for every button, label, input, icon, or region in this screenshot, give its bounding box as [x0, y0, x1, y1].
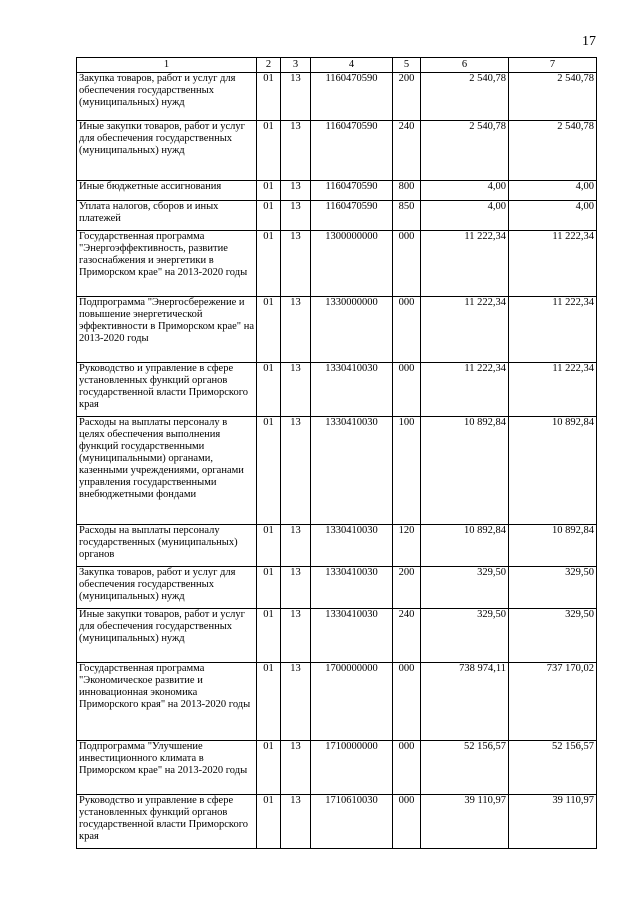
row-subsection-cell: 13	[281, 201, 311, 231]
row-target-article-cell: 1330410030	[311, 567, 393, 609]
row-name-cell: Государственная программа "Экономическое развитие и инновационная экономика Приморского края" на 2013-2020 годы	[77, 663, 257, 741]
row-amount-1-cell: 329,50	[421, 567, 509, 609]
row-subsection-cell: 13	[281, 609, 311, 663]
row-expense-type-cell: 100	[393, 417, 421, 525]
row-section-cell: 01	[257, 567, 281, 609]
row-expense-type-cell: 000	[393, 663, 421, 741]
row-name-cell: Закупка товаров, работ и услуг для обеспечения государственных (муниципальных) нужд	[77, 73, 257, 121]
table-row	[77, 609, 597, 663]
row-target-article-cell: 1330410030	[311, 363, 393, 417]
table-row	[77, 73, 597, 121]
row-amount-2-cell: 39 110,97	[509, 795, 597, 849]
row-amount-2-cell: 2 540,78	[509, 73, 597, 121]
row-target-article-cell: 1160470590	[311, 181, 393, 201]
row-target-article-cell: 1300000000	[311, 231, 393, 297]
row-amount-1-cell: 11 222,34	[421, 363, 509, 417]
row-section-cell: 01	[257, 741, 281, 795]
row-subsection-cell: 13	[281, 181, 311, 201]
table-row	[77, 181, 597, 201]
row-amount-2-cell: 10 892,84	[509, 417, 597, 525]
row-amount-2-cell: 11 222,34	[509, 231, 597, 297]
row-name-cell: Расходы на выплаты персоналу в целях обеспечения выполнения функций государственными (муниципальными) органами, казенными учреждениями, органами управления государственными внебюджетными фондами	[77, 417, 257, 525]
row-target-article-cell: 1330000000	[311, 297, 393, 363]
row-amount-1-cell: 738 974,11	[421, 663, 509, 741]
row-amount-2-cell: 11 222,34	[509, 297, 597, 363]
row-section-cell: 01	[257, 181, 281, 201]
row-subsection-cell: 13	[281, 663, 311, 741]
row-name-cell: Государственная программа "Энергоэффективность, развитие газоснабжения и энергетики в Приморском крае" на 2013-2020 годы	[77, 231, 257, 297]
table-row	[77, 417, 597, 525]
table-row	[77, 297, 597, 363]
table-row	[77, 525, 597, 567]
table-row	[77, 663, 597, 741]
row-name-cell: Подпрограмма "Улучшение инвестиционного климата в Приморском крае" на 2013-2020 годы	[77, 741, 257, 795]
header-col-3: 3	[281, 58, 311, 73]
row-name-cell: Руководство и управление в сфере установленных функций органов государственной власти Приморского края	[77, 363, 257, 417]
row-target-article-cell: 1330410030	[311, 417, 393, 525]
row-amount-2-cell: 4,00	[509, 181, 597, 201]
row-amount-2-cell: 52 156,57	[509, 741, 597, 795]
row-section-cell: 01	[257, 417, 281, 525]
table-row	[77, 567, 597, 609]
header-col-2: 2	[257, 58, 281, 73]
row-subsection-cell: 13	[281, 363, 311, 417]
row-subsection-cell: 13	[281, 525, 311, 567]
header-col-4: 4	[311, 58, 393, 73]
row-target-article-cell: 1160470590	[311, 121, 393, 181]
row-subsection-cell: 13	[281, 121, 311, 181]
row-section-cell: 01	[257, 795, 281, 849]
header-col-6: 6	[421, 58, 509, 73]
page-number: 17	[582, 34, 596, 49]
row-subsection-cell: 13	[281, 741, 311, 795]
row-subsection-cell: 13	[281, 297, 311, 363]
row-amount-1-cell: 2 540,78	[421, 73, 509, 121]
row-amount-2-cell: 737 170,02	[509, 663, 597, 741]
row-section-cell: 01	[257, 363, 281, 417]
row-amount-1-cell: 39 110,97	[421, 795, 509, 849]
row-name-cell: Расходы на выплаты персоналу государственных (муниципальных) органов	[77, 525, 257, 567]
row-target-article-cell: 1160470590	[311, 73, 393, 121]
row-amount-2-cell: 4,00	[509, 201, 597, 231]
row-amount-1-cell: 4,00	[421, 201, 509, 231]
row-expense-type-cell: 800	[393, 181, 421, 201]
row-expense-type-cell: 240	[393, 609, 421, 663]
table-row	[77, 121, 597, 181]
row-subsection-cell: 13	[281, 73, 311, 121]
row-section-cell: 01	[257, 121, 281, 181]
row-section-cell: 01	[257, 73, 281, 121]
row-expense-type-cell: 200	[393, 73, 421, 121]
row-amount-1-cell: 11 222,34	[421, 231, 509, 297]
row-amount-2-cell: 2 540,78	[509, 121, 597, 181]
row-target-article-cell: 1160470590	[311, 201, 393, 231]
row-expense-type-cell: 000	[393, 231, 421, 297]
row-amount-2-cell: 11 222,34	[509, 363, 597, 417]
row-section-cell: 01	[257, 201, 281, 231]
header-col-5: 5	[393, 58, 421, 73]
row-name-cell: Закупка товаров, работ и услуг для обеспечения государственных (муниципальных) нужд	[77, 567, 257, 609]
row-expense-type-cell: 240	[393, 121, 421, 181]
row-target-article-cell: 1710000000	[311, 741, 393, 795]
row-amount-1-cell: 10 892,84	[421, 417, 509, 525]
row-amount-1-cell: 52 156,57	[421, 741, 509, 795]
row-amount-1-cell: 2 540,78	[421, 121, 509, 181]
table-row	[77, 795, 597, 849]
row-name-cell: Уплата налогов, сборов и иных платежей	[77, 201, 257, 231]
row-expense-type-cell: 850	[393, 201, 421, 231]
row-amount-1-cell: 10 892,84	[421, 525, 509, 567]
row-subsection-cell: 13	[281, 795, 311, 849]
row-amount-2-cell: 329,50	[509, 567, 597, 609]
row-name-cell: Иные закупки товаров, работ и услуг для обеспечения государственных (муниципальных) нужд	[77, 609, 257, 663]
row-expense-type-cell: 000	[393, 363, 421, 417]
row-amount-1-cell: 329,50	[421, 609, 509, 663]
row-subsection-cell: 13	[281, 417, 311, 525]
table-row	[77, 231, 597, 297]
row-section-cell: 01	[257, 663, 281, 741]
row-section-cell: 01	[257, 297, 281, 363]
row-expense-type-cell: 000	[393, 741, 421, 795]
row-expense-type-cell: 120	[393, 525, 421, 567]
row-subsection-cell: 13	[281, 567, 311, 609]
row-section-cell: 01	[257, 231, 281, 297]
row-section-cell: 01	[257, 525, 281, 567]
row-name-cell: Руководство и управление в сфере установленных функций органов государственной власти Приморского края	[77, 795, 257, 849]
header-col-7: 7	[509, 58, 597, 73]
row-target-article-cell: 1330410030	[311, 609, 393, 663]
row-target-article-cell: 1710610030	[311, 795, 393, 849]
row-expense-type-cell: 200	[393, 567, 421, 609]
header-col-1: 1	[77, 58, 257, 73]
row-expense-type-cell: 000	[393, 795, 421, 849]
row-name-cell: Иные закупки товаров, работ и услуг для обеспечения государственных (муниципальных) нужд	[77, 121, 257, 181]
row-name-cell: Подпрограмма "Энергосбережение и повышение энергетической эффективности в Приморском крае" на 2013-2020 годы	[77, 297, 257, 363]
table-row	[77, 363, 597, 417]
row-expense-type-cell: 000	[393, 297, 421, 363]
header-row	[77, 58, 597, 73]
row-amount-1-cell: 4,00	[421, 181, 509, 201]
row-section-cell: 01	[257, 609, 281, 663]
row-amount-2-cell: 10 892,84	[509, 525, 597, 567]
table-row	[77, 741, 597, 795]
row-name-cell: Иные бюджетные ассигнования	[77, 181, 257, 201]
row-amount-2-cell: 329,50	[509, 609, 597, 663]
row-amount-1-cell: 11 222,34	[421, 297, 509, 363]
budget-table	[76, 57, 597, 849]
row-subsection-cell: 13	[281, 231, 311, 297]
row-target-article-cell: 1330410030	[311, 525, 393, 567]
row-target-article-cell: 1700000000	[311, 663, 393, 741]
table-row	[77, 201, 597, 231]
